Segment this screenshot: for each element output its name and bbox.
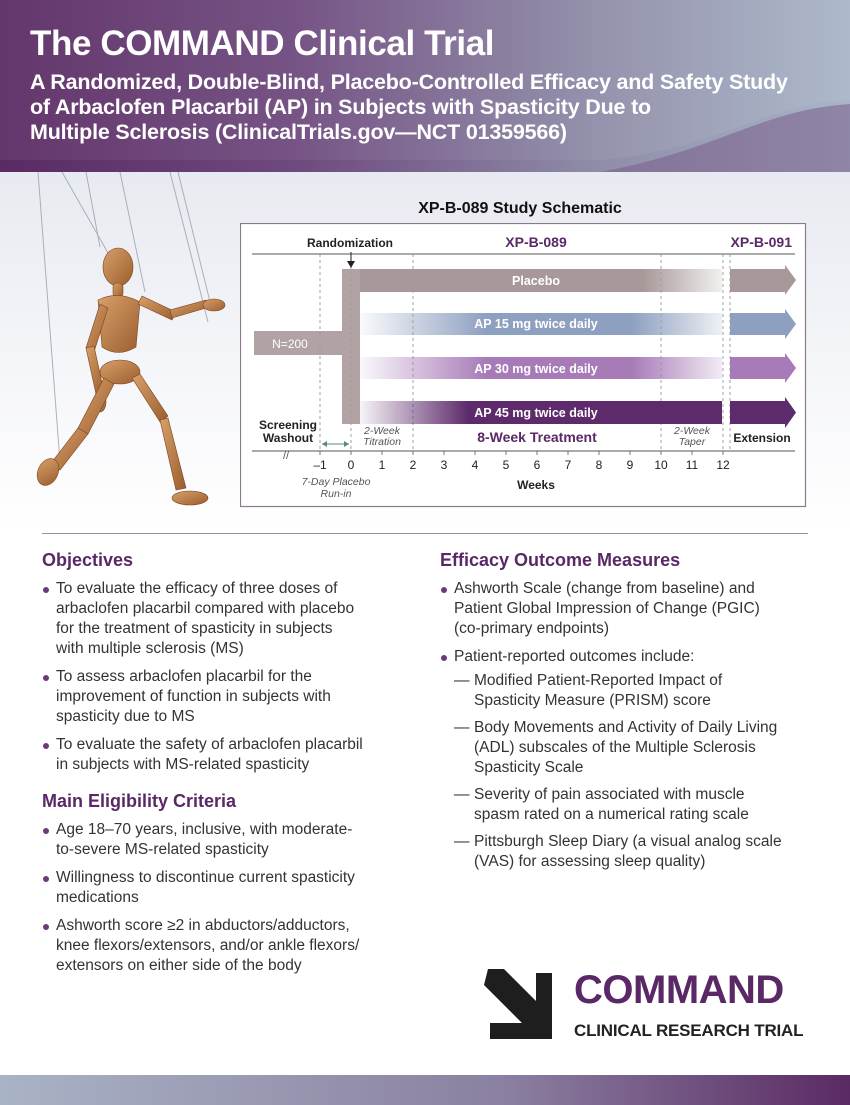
text-line: arbaclofen placarbil compared with placebo — [56, 600, 355, 617]
phase-extension: Extension — [733, 431, 791, 445]
schematic-title: XP-B-089 Study Schematic — [418, 200, 622, 217]
eligibility-item — [42, 868, 422, 908]
command-logo — [482, 965, 822, 1055]
logo-wordmark: COMMAND — [574, 968, 784, 1012]
text-line: extensors on either side of the body — [56, 957, 302, 974]
extension-study-label: XP-B-091 — [730, 234, 792, 250]
text-line: — Body Movements and Activity of Daily Living — [474, 719, 778, 736]
phase-screening: Screening — [258, 418, 318, 432]
arm-ap45-bar — [360, 397, 796, 428]
left-column — [42, 550, 422, 984]
phase-washout: Washout — [262, 431, 314, 445]
objectives-list — [42, 579, 422, 775]
eligibility-list — [42, 820, 422, 976]
efficacy-item — [440, 647, 820, 667]
runin-label: 7-Day Placebo — [301, 476, 371, 488]
efficacy-subitem — [440, 671, 820, 711]
text-line: — Modified Patient-Reported Impact of — [474, 672, 723, 689]
eligibility-heading: Main Eligibility Criteria — [42, 791, 237, 811]
arm-placebo-bar — [360, 265, 796, 295]
phase-treatment: 8-Week Treatment — [477, 429, 597, 445]
axis-tick-label: 10 — [654, 458, 668, 472]
efficacy-heading: Efficacy Outcome Measures — [440, 550, 681, 570]
axis-tick-label: 3 — [440, 458, 448, 472]
objective-item — [42, 735, 422, 775]
logo-tagline: CLINICAL RESEARCH TRIAL — [574, 1021, 804, 1040]
axis-tick-label: 11 — [685, 458, 699, 472]
study-label: XP-B-089 — [505, 234, 567, 250]
section-divider — [42, 533, 808, 534]
text-line: in subjects with MS-related spasticity — [56, 756, 310, 773]
axis-tick-label: –1 — [313, 458, 327, 472]
arm-label: AP 30 mg twice daily — [474, 362, 598, 376]
eligibility-item — [42, 820, 422, 860]
right-column — [440, 550, 820, 879]
text-line: Spasticity Scale — [474, 759, 584, 776]
arm-label: Placebo — [512, 274, 560, 288]
phase-taper: Taper — [678, 436, 706, 448]
text-line: Spasticity Measure (PRISM) score — [474, 692, 711, 709]
axis-tick-label: 9 — [626, 458, 634, 472]
phase-taper-duration: 2-Week — [674, 425, 710, 437]
text-line: (co-primary endpoints) — [454, 620, 610, 637]
text-line: (ADL) subscales of the Multiple Sclerosis — [474, 739, 756, 756]
text-line: (VAS) for assessing sleep quality) — [474, 853, 706, 870]
efficacy-subitem — [440, 785, 820, 825]
axis-tick-label: 7 — [564, 458, 572, 472]
page-title: The COMMAND Clinical Trial — [30, 24, 495, 63]
axis-tick-label: 6 — [533, 458, 541, 472]
arm-label: AP 45 mg twice daily — [474, 406, 598, 420]
axis-tick-label: 2 — [409, 458, 417, 472]
text-line: with multiple sclerosis (MS) — [56, 640, 244, 657]
text-line: Patient-reported outcomes include: — [454, 648, 695, 665]
subtitle-line: A Randomized, Double-Blind, Placebo-Controlled Efficacy and Safety Study — [30, 70, 788, 94]
objective-item — [42, 579, 422, 659]
eligibility-item — [42, 916, 422, 976]
efficacy-subitem — [440, 718, 820, 778]
text-line: Willingness to discontinue current spasticity — [56, 869, 355, 886]
axis-tick-label: 0 — [347, 458, 355, 472]
text-line: to-severe MS-related spasticity — [56, 841, 269, 858]
text-line: Ashworth Scale (change from baseline) and — [454, 580, 755, 597]
page-subtitle — [30, 70, 788, 145]
subtitle-line: of Arbaclofen Placarbil (AP) in Subjects with Spasticity Due to — [30, 95, 651, 119]
objective-item — [42, 667, 422, 727]
header-banner — [0, 0, 850, 172]
objectives-heading: Objectives — [42, 550, 134, 570]
text-line: Age 18–70 years, inclusive, with moderate- — [56, 821, 353, 838]
axis-tick-label: 1 — [378, 458, 386, 472]
axis-tick-label: 12 — [716, 458, 730, 472]
text-line: To evaluate the efficacy of three doses of — [56, 580, 338, 597]
efficacy-subitem — [440, 832, 820, 872]
text-line: medications — [56, 889, 139, 906]
arrow-down-right-icon — [482, 965, 554, 1043]
weeks-axis-label: Weeks — [517, 478, 555, 492]
arm-ap30-bar — [360, 353, 796, 383]
efficacy-item — [440, 579, 820, 639]
text-line: — Pittsburgh Sleep Diary (a visual analog scale — [474, 833, 782, 850]
phase-titration: Titration — [363, 436, 401, 448]
text-line: — Severity of pain associated with muscle — [474, 786, 745, 803]
wooden-mannequin-marionette-illustration — [0, 172, 240, 512]
randomization-label: Randomization — [307, 236, 393, 250]
text-line: knee flexors/extensors, and/or ankle flexors/ — [56, 937, 360, 954]
text-line: improvement of function in subjects with — [56, 688, 331, 705]
arm-ap15-bar — [360, 309, 796, 339]
arm-label: AP 15 mg twice daily — [474, 317, 598, 331]
axis-break-mark: // — [282, 450, 290, 462]
footer-band — [0, 1075, 850, 1105]
study-schematic-diagram — [240, 223, 807, 508]
efficacy-list — [440, 579, 820, 872]
text-line: spasticity due to MS — [56, 708, 195, 725]
text-line: for the treatment of spasticity in subjects — [56, 620, 333, 637]
axis-tick-label: 5 — [502, 458, 510, 472]
phase-titration-duration: 2-Week — [364, 425, 400, 437]
subtitle-line: Multiple Sclerosis (ClinicalTrials.gov—NCT 01359566) — [30, 120, 567, 144]
axis-tick-label: 8 — [595, 458, 603, 472]
text-line: Ashworth score ≥2 in abductors/adductors, — [56, 917, 350, 934]
runin-label-2: Run-in — [320, 488, 352, 500]
enrollment-count: N=200 — [272, 337, 308, 351]
text-line: Patient Global Impression of Change (PGIC) — [454, 600, 760, 617]
text-line: spasm rated on a numerical rating scale — [474, 806, 749, 823]
text-line: To evaluate the safety of arbaclofen placarbil — [56, 736, 363, 753]
text-line: To assess arbaclofen placarbil for the — [56, 668, 312, 685]
axis-tick-label: 4 — [471, 458, 479, 472]
